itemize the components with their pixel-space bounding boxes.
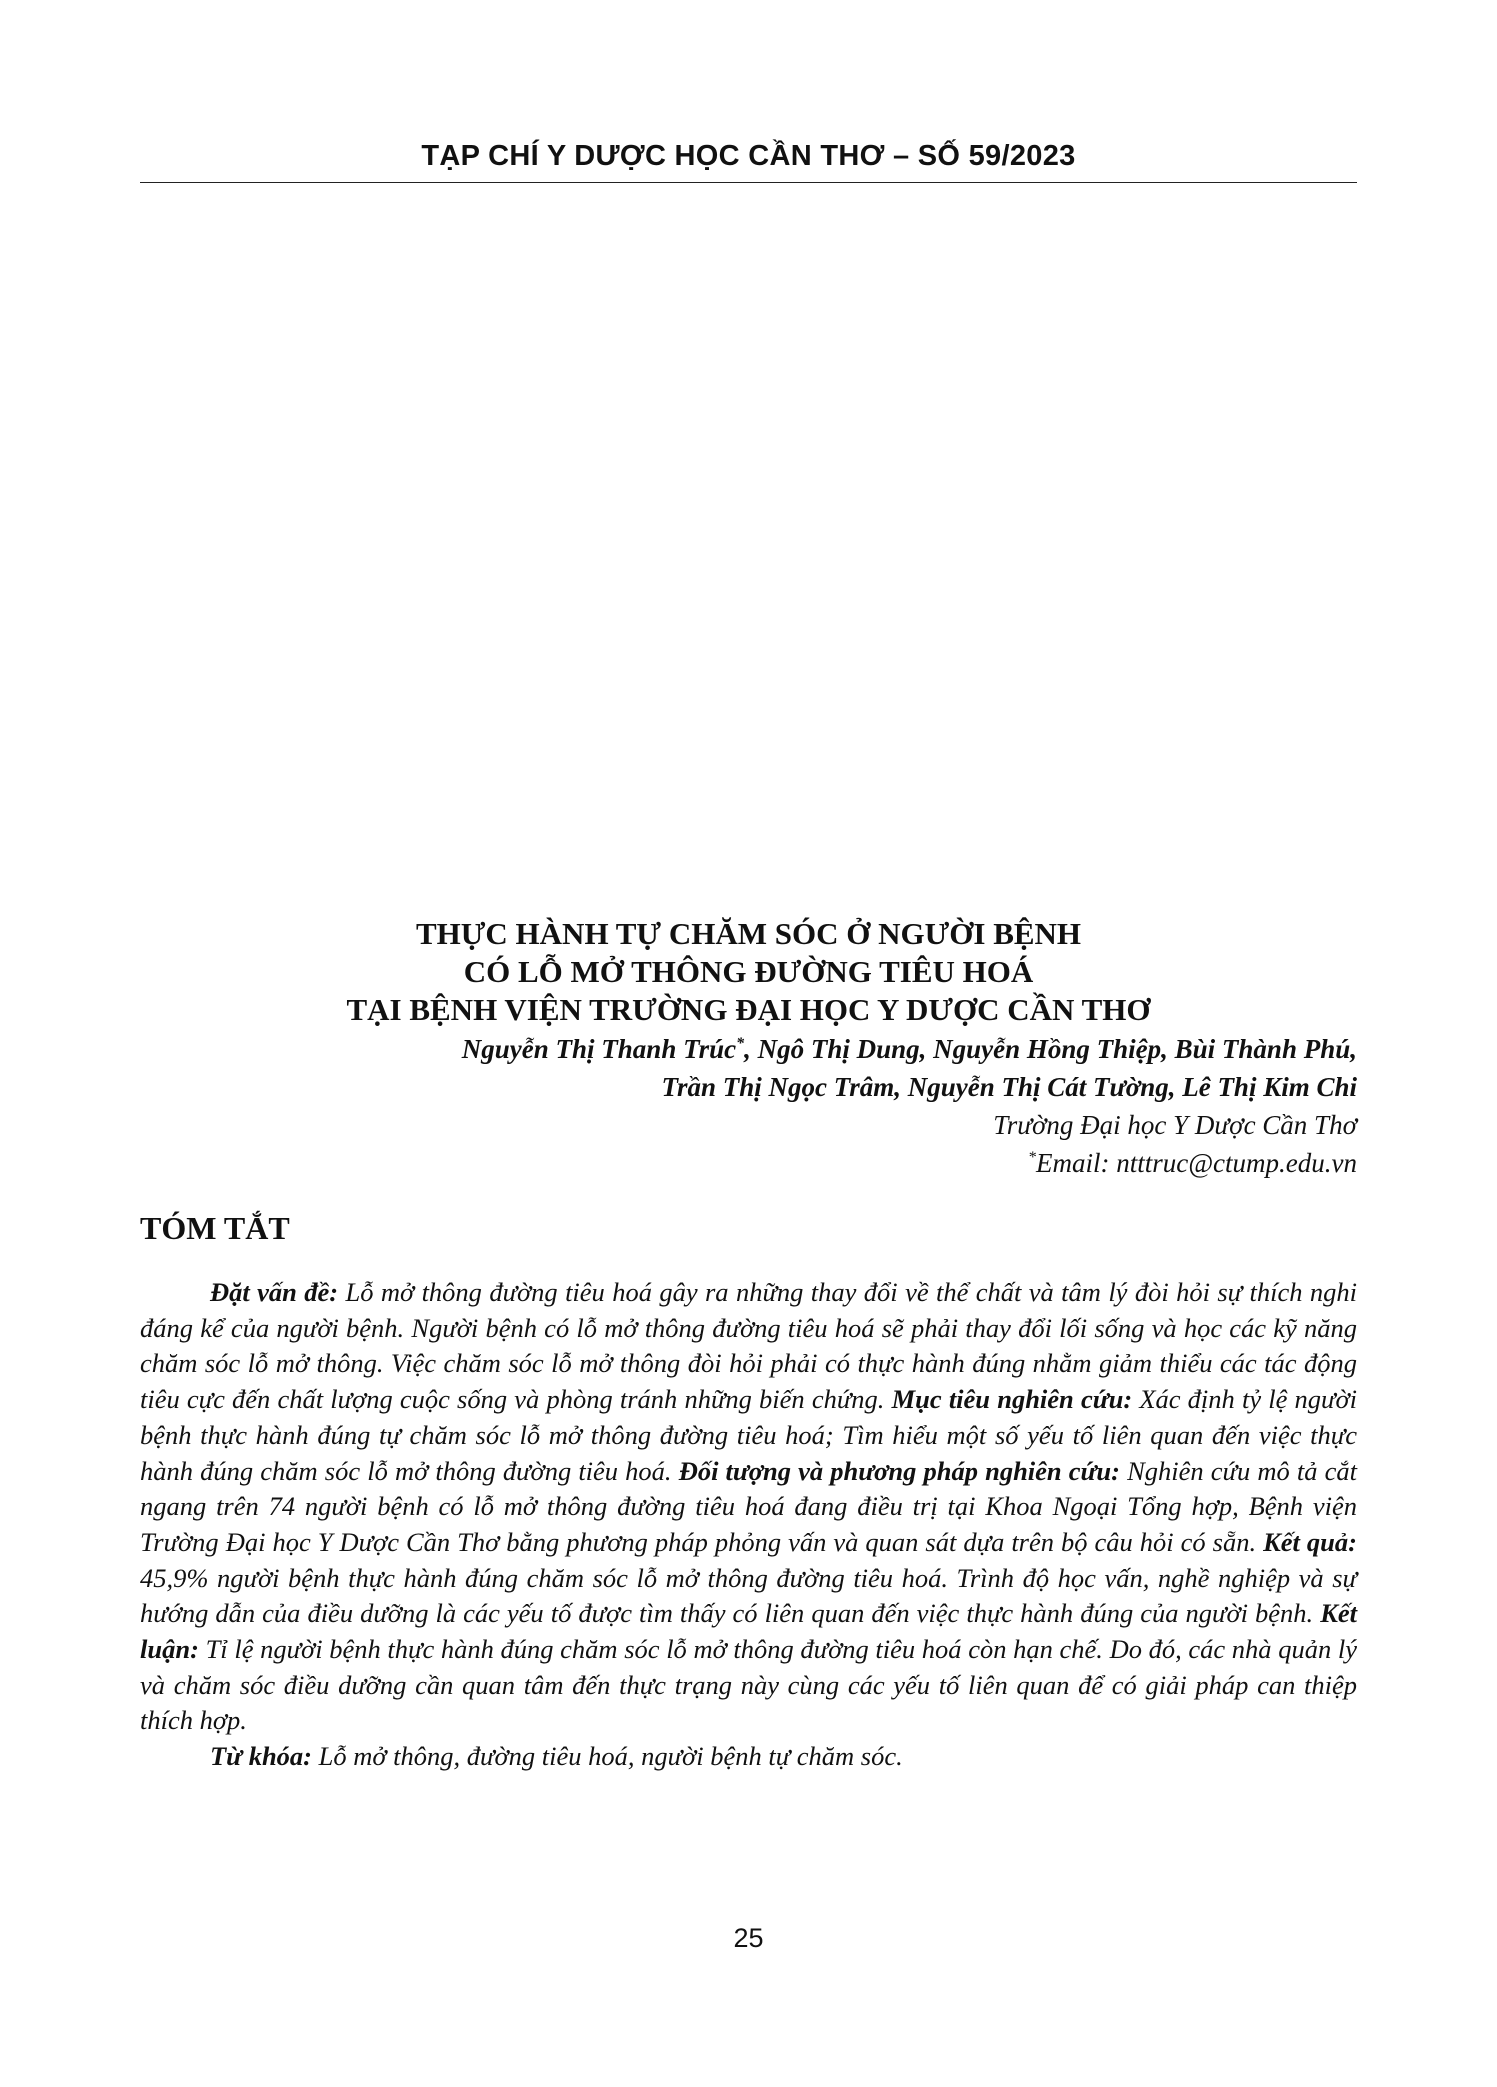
corresponding-mark: * xyxy=(736,1035,745,1052)
text-objective: Xác định tỷ lệ người bệnh thực hành đúng tự chăm sóc lỗ mở thông đường tiêu hoá; Tìm hiểu một số yếu tố liên quan đến việc thực hành đúng chăm sóc lỗ mở thông đường tiêu hoá. xyxy=(140,1384,1357,1486)
other-authors-1: , Ngô Thị Dung, Nguyễn Hồng Thiệp, Bùi Thành Phú, xyxy=(744,1034,1357,1064)
text-keywords: Lỗ mở thông, đường tiêu hoá, người bệnh tự chăm sóc. xyxy=(312,1741,903,1772)
text-results: 45,9% người bệnh thực hành đúng chăm sóc lỗ mở thông đường tiêu hoá. Trình độ học vấn, nghề nghiệp và sự hướng dẫn của điều dưỡng là các yếu tố được tìm thấy có liên quan đến việc thực hành đúng của người bệnh. xyxy=(140,1562,1357,1629)
label-methods: Đối tượng và phương pháp nghiên cứu: xyxy=(678,1455,1120,1486)
title-line-3: TẠI BỆNH VIỆN TRƯỜNG ĐẠI HỌC Y DƯỢC CẦN THƠ xyxy=(346,992,1151,1027)
text-methods: Nghiên cứu mô tả cắt ngang trên 74 người bệnh có lỗ mở thông đường tiêu hoá đang điều trị tại Khoa Ngoại Tổng hợp, Bệnh viện Trường Đại học Y Dược Cần Thơ bằng phương pháp phỏng vấn và quan sát dựa trên bộ câu hỏi có sẵn. xyxy=(140,1455,1358,1557)
author-line-1 xyxy=(257,1030,1357,1068)
page-number: 25 xyxy=(733,1923,764,1953)
label-objective: Mục tiêu nghiên cứu: xyxy=(891,1384,1133,1415)
abstract-body xyxy=(140,1275,1357,1775)
author-line-2: Trần Thị Ngọc Trâm, Nguyễn Thị Cát Tường, Lê Thị Kim Chi xyxy=(661,1072,1357,1102)
text-background: Lỗ mở thông đường tiêu hoá gây ra những thay đổi về thể chất và tâm lý đòi hỏi sự thích nghi đáng kể của người bệnh. Người bệnh có lỗ mở thông đường tiêu hoá sẽ phải thay đổi lối sống và học các kỹ năng chăm sóc lỗ mở thông. Việc chăm sóc lỗ mở thông đòi hỏi phải có thực hành đúng nhằm giảm thiểu các tác động tiêu cực đến chất lượng cuộc sống và phòng tránh những biến chứng. xyxy=(140,1277,1357,1415)
label-conclusion: Kết luận: xyxy=(140,1598,1357,1665)
abstract-paragraph xyxy=(140,1275,1357,1739)
title-line-2: CÓ LỖ MỞ THÔNG ĐƯỜNG TIÊU HOÁ xyxy=(463,954,1034,989)
keywords-paragraph xyxy=(140,1739,1357,1775)
abstract-heading: TÓM TẮT xyxy=(140,1210,290,1246)
label-background: Đặt vấn đề: xyxy=(210,1277,339,1307)
label-results: Kết quả: xyxy=(1263,1526,1357,1557)
email-line xyxy=(257,1144,1357,1182)
email-mark: * xyxy=(1027,1149,1036,1166)
title-line-1: THỰC HÀNH TỰ CHĂM SÓC Ở NGƯỜI BỆNH xyxy=(415,916,1082,951)
journal-header: TẠP CHÍ Y DƯỢC HỌC CẦN THƠ – SỐ 59/2023 xyxy=(421,140,1076,172)
first-author: Nguyễn Thị Thanh Trúc xyxy=(461,1034,737,1064)
label-keywords: Từ khóa: xyxy=(210,1741,313,1772)
header-rule xyxy=(140,182,1357,183)
affiliation: Trường Đại học Y Dược Cần Thơ xyxy=(993,1110,1357,1140)
article-title xyxy=(140,915,1357,1029)
text-conclusion: Tỉ lệ người bệnh thực hành đúng chăm sóc lỗ mở thông đường tiêu hoá còn hạn chế. Do đó, các nhà quản lý và chăm sóc điều dưỡng cần quan tâm đến thực trạng này cùng các yếu tố liên quan để có giải pháp can thiệp thích hợp. xyxy=(140,1634,1357,1736)
author-block xyxy=(257,1030,1357,1182)
email-address: Email: ntttruc@ctump.edu.vn xyxy=(1035,1148,1357,1178)
